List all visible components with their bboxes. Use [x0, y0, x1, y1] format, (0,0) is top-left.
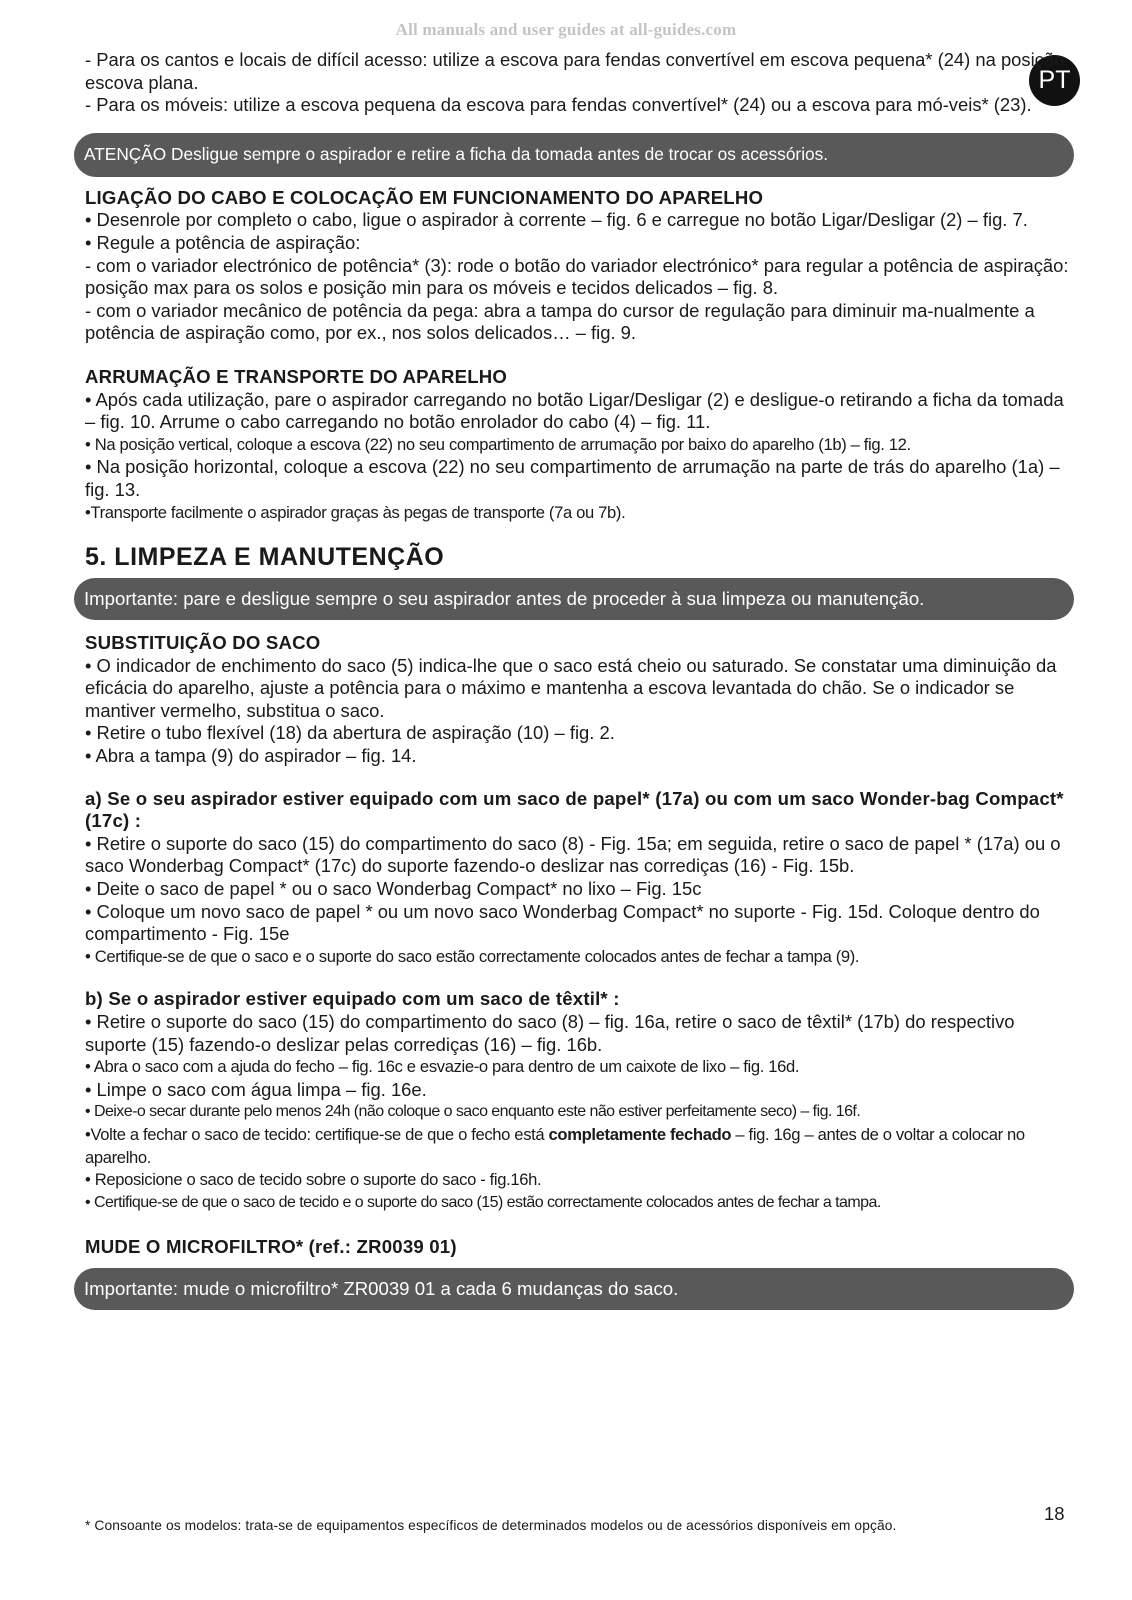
- textile-bag-paragraph-6: • Reposicione o saco de tecido sobre o suporte do saco - fig.16h.: [85, 1170, 542, 1190]
- watermark: All manuals and user guides at all-guides.com: [395, 20, 737, 39]
- cable-paragraph-4: - com o variador mecânico de potência da pega: abra a tampa do cursor de regulação para diminuir ma-nualmente a potência de aspiração como, por ex., nos solos delicados… – fig. 9.: [85, 299, 1035, 344]
- intro-paragraph-furniture: - Para os móveis: utilize a escova pequena da escova para fendas convertível* (24) ou a escova para mó-veis* (23).: [85, 94, 1032, 116]
- bag-paragraph-3: • Abra a tampa (9) do aspirador – fig. 14.: [85, 745, 417, 767]
- notice-microfilter: Importante: mude o microfiltro* ZR0039 01 a cada 6 mudanças do saco.: [74, 1268, 1074, 1310]
- notice-cleaning: Importante: pare e desligue sempre o seu aspirador antes de proceder à sua limpeza ou manutenção.: [74, 578, 1074, 620]
- paper-bag-paragraph-2: • Deite o saco de papel * ou o saco Wonderbag Compact* no lixo – Fig. 15c: [85, 878, 702, 900]
- page-number: 18: [1044, 1503, 1065, 1524]
- subsection-heading-textile-bag: b) Se o aspirador estiver equipado com um saco de têxtil* :: [85, 988, 620, 1010]
- bag-paragraph-1: • O indicador de enchimento do saco (5) indica-lhe que o saco está cheio ou saturado. Se constatar uma diminuição da eficácia do aparelho, ajuste a potência para o máximo e mantenha a escova levantada do chão. Se o indicador se mantiver vermelho, substitua o saco.: [85, 654, 1057, 721]
- textile-bag-paragraph-3: • Limpe o saco com água limpa – fig. 16e.: [85, 1078, 427, 1100]
- bag-paragraph-2: • Retire o tubo flexível (18) da abertura de aspiração (10) – fig. 2.: [85, 722, 615, 744]
- footnote: * Consoante os modelos: trata-se de equipamentos específicos de determinados modelos ou de acessórios disponíveis em opção.: [85, 1518, 897, 1533]
- storage-paragraph-2: • Na posição vertical, coloque a escova (22) no seu compartimento de arrumação por baixo do aparelho (1b) – fig. 12.: [85, 434, 911, 454]
- notice-accessories: ATENÇÃO Desligue sempre o aspirador e retire a ficha da tomada antes de trocar os acessórios.: [74, 133, 1074, 177]
- section-heading-bag: SUBSTITUIÇÃO DO SACO: [85, 632, 321, 654]
- textile-bag-paragraph-7: • Certifique-se de que o saco de tecido e o suporte do saco (15) estão correctamente colocados antes de fechar a tampa.: [85, 1193, 881, 1211]
- section-heading-storage: ARRUMAÇÃO E TRANSPORTE DO APARELHO: [85, 365, 508, 387]
- textile-bag-paragraph-5-emphasis: completamente fechado: [548, 1124, 732, 1144]
- section-heading-microfilter: MUDE O MICROFILTRO* (ref.: ZR0039 01): [85, 1236, 457, 1258]
- intro-paragraph-corners: - Para os cantos e locais de difícil acesso: utilize a escova para fendas convertível em escova pequena* (24) na posição escova plana.: [85, 49, 1065, 93]
- paper-bag-paragraph-1: • Retire o suporte do saco (15) do compartimento do saco (8) - Fig. 15a; em seguida, retire o saco de papel * (17a) ou o saco Wonderbag Compact* (17c) do suporte fazendo-o deslizar nas corrediças (16) - Fig. 15b.: [85, 832, 1061, 877]
- textile-bag-paragraph-5: [85, 1124, 1075, 1169]
- chapter-heading-cleaning: 5. LIMPEZA E MANUTENÇÃO: [85, 543, 445, 572]
- storage-paragraph-1: • Após cada utilização, pare o aspirador carregando no botão Ligar/Desligar (2) e desligue-o retirando a ficha da tomada – fig. 10. Arrume o cabo carregando no botão enrolador do cabo (4) – fig. 11.: [85, 388, 1064, 433]
- textile-bag-paragraph-4: • Deixe-o secar durante pelo menos 24h (não coloque o saco enquanto este não estiver perfeitamente seco) – fig. 16f.: [85, 1103, 861, 1121]
- subsection-heading-paper-bag: a) Se o seu aspirador estiver equipado com um saco de papel* (17a) ou com um saco Wonder-bag Compact* (17c) :: [85, 787, 1064, 832]
- textile-bag-paragraph-5-start: •Volte a fechar o saco de tecido: certifique-se de que o fecho está: [85, 1124, 549, 1144]
- cable-paragraph-3: - com o variador electrónico de potência* (3): rode o botão do variador electrónico* para regular a potência de aspiração: posição max para os solos e posição min para os móveis e tecidos delicados – fig. 8.: [85, 254, 1069, 299]
- textile-bag-paragraph-5-end: – fig. 16g – antes de o voltar a colocar no aparelho.: [85, 1124, 1025, 1167]
- textile-bag-paragraph-1: • Retire o suporte do saco (15) do compartimento do saco (8) – fig. 16a, retire o saco de têxtil* (17b) do respectivo suporte (15) fazendo-o deslizar pelas corrediças (16) – fig. 16b.: [85, 1011, 1015, 1055]
- textile-bag-paragraph-2: • Abra o saco com a ajuda do fecho – fig. 16c e esvazie-o para dentro de um caixote de lixo – fig. 16d.: [85, 1057, 800, 1077]
- section-heading-cable: LIGAÇÃO DO CABO E COLOCAÇÃO EM FUNCIONAMENTO DO APARELHO: [85, 186, 764, 208]
- cable-paragraph-2: • Regule a potência de aspiração:: [85, 231, 361, 253]
- page-content: [85, 49, 1075, 1310]
- storage-paragraph-4: •Transporte facilmente o aspirador graças às pegas de transporte (7a ou 7b).: [85, 502, 626, 522]
- paper-bag-paragraph-3: • Coloque um novo saco de papel * ou um novo saco Wonderbag Compact* no suporte - Fig. 15d. Coloque dentro do compartimento - Fig. 15e: [85, 900, 1040, 945]
- storage-paragraph-3: • Na posição horizontal, coloque a escova (22) no seu compartimento de arrumação na parte de trás do aparelho (1a) – fig. 13.: [85, 456, 1060, 500]
- language-badge: PT: [1029, 55, 1080, 106]
- paper-bag-paragraph-4: • Certifique-se de que o saco e o suporte do saco estão correctamente colocados antes de fechar a tampa (9).: [85, 946, 860, 966]
- cable-paragraph-1: • Desenrole por completo o cabo, ligue o aspirador à corrente – fig. 6 e carregue no botão Ligar/Desligar (2) – fig. 7.: [85, 209, 1028, 231]
